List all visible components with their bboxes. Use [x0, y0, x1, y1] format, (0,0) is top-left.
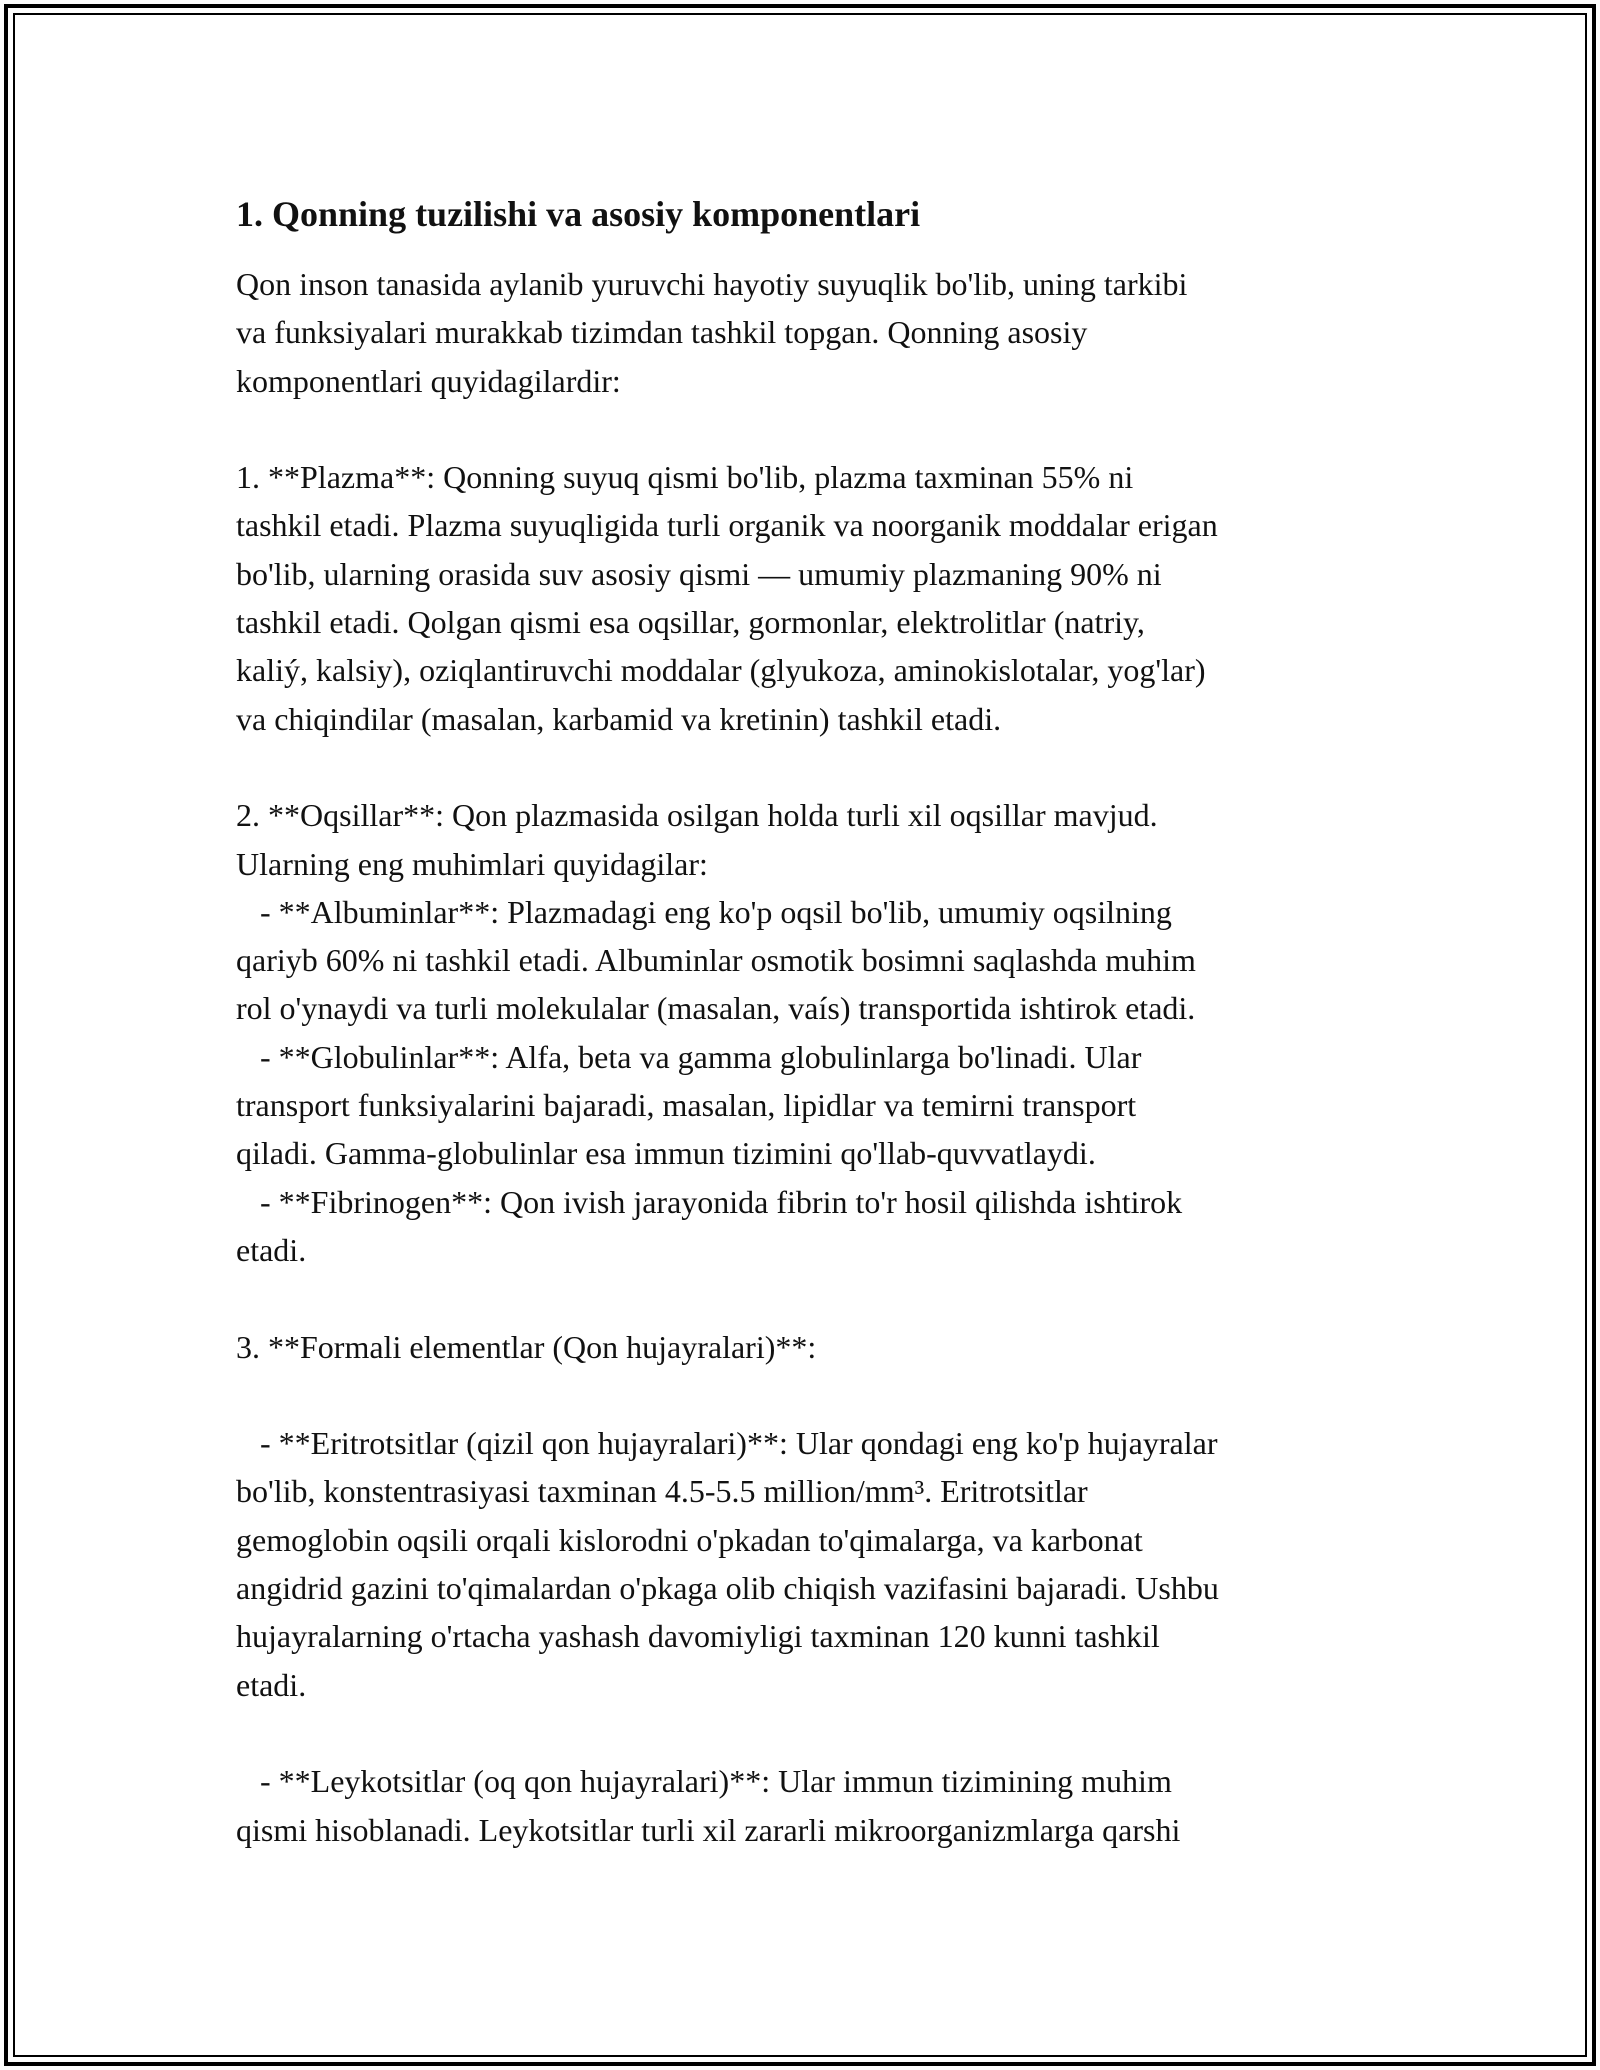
text-line: bo'lib, konstentrasiyasi taxminan 4.5-5.5 million/mm³. Eritrotsitlar: [236, 1473, 1088, 1510]
text-line: hujayralarning o'rtacha yashash davomiyligi taxminan 120 kunni tashkil: [236, 1618, 1160, 1655]
paragraph-text: [236, 260, 1376, 1854]
text-line: etadi.: [236, 1231, 307, 1268]
text-line: qismi hisoblanadi. Leykotsitlar turli xil zararli mikroorganizmlarga qarshi: [236, 1811, 1181, 1848]
blank-line: [236, 1709, 1376, 1757]
text-line: qiladi. Gamma-globulinlar esa immun tizimini qo'llab-quvvatlaydi.: [236, 1135, 1096, 1172]
text-line: - **Eritrotsitlar (qizil qon hujayralari)**: Ular qondagi eng ko'p hujayralar: [236, 1425, 1218, 1462]
text-line: komponentlari quyidagilardir:: [236, 362, 621, 399]
document-body: [236, 190, 1376, 1854]
text-line: kaliý, kalsiy), oziqlantiruvchi moddalar (glyukoza, aminokislotalar, yog'lar): [236, 652, 1206, 689]
text-line: - **Leykotsitlar (oq qon hujayralari)**: Ular immun tizimining muhim: [236, 1763, 1172, 1800]
text-line: bo'lib, ularning orasida suv asosiy qismi — umumiy plazmaning 90% ni: [236, 555, 1162, 592]
text-line: tashkil etadi. Plazma suyuqligida turli organik va noorganik moddalar erigan: [236, 507, 1218, 544]
blank-line: [236, 405, 1376, 453]
text-line: - **Fibrinogen**: Qon ivish jarayonida fibrin to'r hosil qilishda ishtirok: [236, 1183, 1183, 1220]
section-heading: 1. Qonning tuzilishi va asosiy komponentlari: [236, 194, 921, 234]
text-line: Qon inson tanasida aylanib yuruvchi hayotiy suyuqlik bo'lib, uning tarkibi: [236, 266, 1188, 302]
text-line: va funksiyalari murakkab tizimdan tashkil topgan. Qonning asosiy: [236, 314, 1088, 351]
text-line: gemoglobin oqsili orqali kislorodni o'pkadan to'qimalarga, va karbonat: [236, 1521, 1143, 1558]
text-line: tashkil etadi. Qolgan qismi esa oqsillar, gormonlar, elektrolitlar (natriy,: [236, 604, 1145, 641]
text-line: Ularning eng muhimlari quyidagilar:: [236, 845, 708, 882]
blank-line: [236, 1371, 1376, 1419]
blank-line: [236, 1274, 1376, 1322]
text-line: transport funksiyalarini bajaradi, masalan, lipidlar va temirni transport: [236, 1087, 1137, 1124]
text-line: angidrid gazini to'qimalardan o'pkaga olib chiqish vazifasini bajaradi. Ushbu: [236, 1570, 1219, 1607]
blank-line: [236, 743, 1376, 791]
text-line: 1. **Plazma**: Qonning suyuq qismi bo'lib, plazma taxminan 55% ni: [236, 459, 1134, 496]
text-line: - **Albuminlar**: Plazmadagi eng ko'p oqsil bo'lib, umumiy oqsilning: [236, 893, 1172, 930]
text-line: etadi.: [236, 1666, 307, 1703]
text-line: 2. **Oqsillar**: Qon plazmasida osilgan holda turli xil oqsillar mavjud.: [236, 797, 1158, 834]
text-line: va chiqindilar (masalan, karbamid va kretinin) tashkil etadi.: [236, 700, 1002, 737]
text-line: qariyb 60% ni tashkil etadi. Albuminlar osmotik bosimni saqlashda muhim: [236, 942, 1196, 979]
text-line: 3. **Formali elementlar (Qon hujayralari)**:: [236, 1328, 817, 1365]
text-line: - **Globulinlar**: Alfa, beta va gamma globulinlarga bo'linadi. Ular: [236, 1038, 1142, 1075]
text-line: rol o'ynaydi va turli molekulalar (masalan, vaís) transportida ishtirok etadi.: [236, 990, 1196, 1027]
